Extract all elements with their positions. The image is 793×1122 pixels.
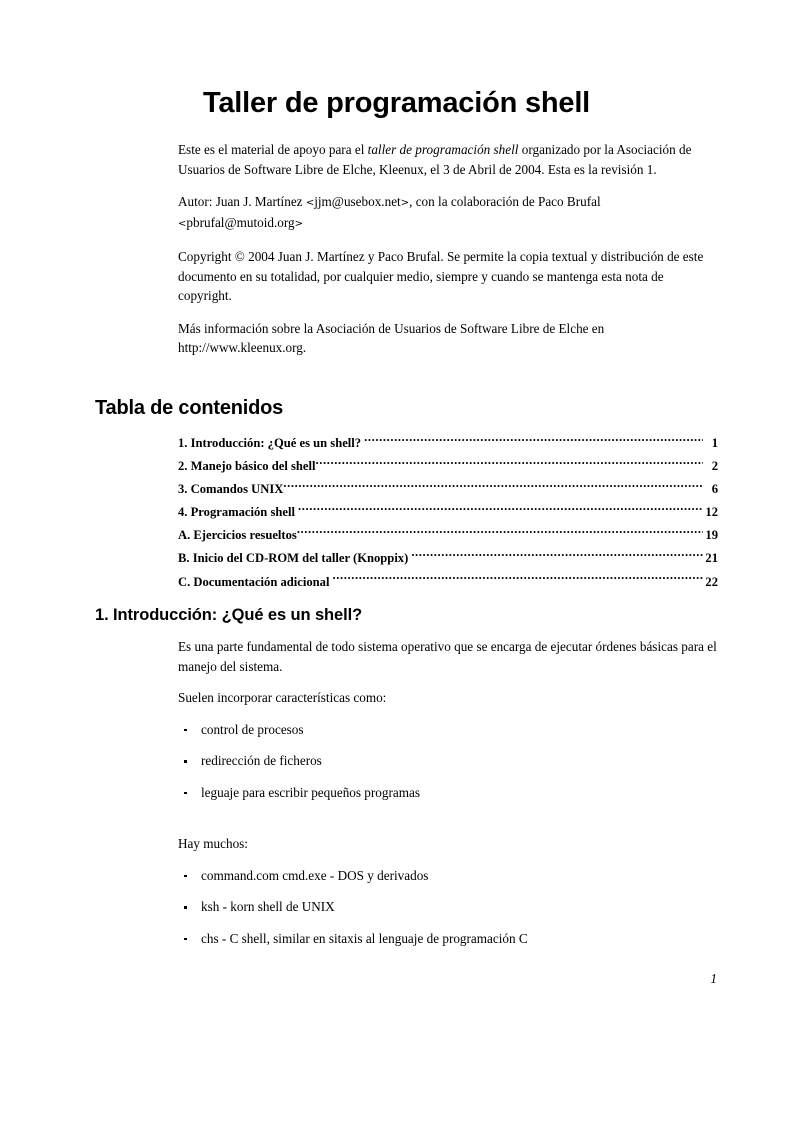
toc-entry-page: 22	[705, 574, 718, 589]
author-paragraph	[178, 192, 718, 234]
toc-entry-page: 19	[705, 528, 718, 543]
collaborator-email	[178, 215, 303, 230]
toc-entry-label: 3. Comandos UNIX	[178, 482, 284, 497]
features-list	[178, 720, 718, 803]
list-item: command.com cmd.exe - DOS y derivados	[178, 866, 718, 886]
toc-entry-3[interactable]	[178, 478, 718, 501]
toc-entry-label: 2. Manejo básico del shell	[178, 459, 316, 474]
shells-list	[178, 866, 718, 949]
section-1-paragraph-3: Hay muchos:	[178, 836, 248, 851]
intro-paragraph	[178, 140, 718, 179]
author-email	[306, 194, 409, 209]
angle-bracket-close-icon: >	[294, 218, 304, 230]
toc-heading: Tabla de contenidos	[95, 397, 284, 419]
section-1-heading: 1. Introducción: ¿Qué es un shell?	[95, 606, 363, 624]
toc-entry-label: C. Documentación adicional	[178, 574, 330, 589]
toc-entry-page: 12	[705, 505, 718, 520]
toc-leader-dots	[411, 550, 703, 562]
toc-entry-2[interactable]	[178, 455, 718, 478]
list-item: ksh - korn shell de UNIX	[178, 897, 718, 917]
list-item: redirección de ficheros	[178, 751, 718, 771]
author-email-address: jjm@usebox.net	[314, 194, 401, 209]
toc-leader-dots	[332, 574, 703, 586]
list-item: leguaje para escribir pequeños programas	[178, 783, 718, 803]
section-1-paragraph-1: Es una parte fundamental de todo sistema operativo que se encarga de ejecutar órdenes básicas para el manejo del sistema.	[178, 639, 717, 674]
toc-entry-1[interactable]	[178, 432, 718, 455]
toc-entry-label: 4. Programación shell	[178, 505, 295, 520]
more-info-paragraph: Más información sobre la Asociación de Usuarios de Software Libre de Elche en http://www.kleenux.org.	[178, 320, 605, 355]
list-item: chs - C shell, similar en sitaxis al lenguaje de programación C	[178, 929, 718, 949]
intro-emphasis: taller de programación shell	[367, 142, 519, 157]
toc-entry-6[interactable]	[178, 547, 718, 570]
list-spacer	[178, 814, 718, 834]
toc-leader-dots	[298, 504, 703, 516]
section-1-paragraph-2: Suelen incorporar características como:	[178, 690, 387, 705]
toc-entry-page: 1	[711, 436, 718, 450]
list-item: control de procesos	[178, 720, 718, 740]
toc-entry-label: 1. Introducción: ¿Qué es un shell?	[178, 436, 362, 450]
toc-leader-dots	[364, 435, 703, 447]
toc-leader-dots	[315, 458, 703, 470]
author-prefix: Autor: Juan J. Martínez	[178, 194, 306, 209]
frontmatter-block	[178, 140, 718, 358]
intro-text-after: organizado por la Asociación de Usuarios de Software Libre de Elche, Kleenux, el 3 de Abril de 2004. Esta es la revisión 1.	[178, 142, 692, 177]
toc-entry-5[interactable]	[178, 524, 718, 547]
toc-entry-4[interactable]	[178, 501, 718, 524]
toc-entry-label: B. Inicio del CD-ROM del taller (Knoppix)	[178, 551, 409, 566]
author-middle-text: , con la colaboración de Paco Brufal	[409, 194, 601, 209]
toc-entry-page: 21	[705, 551, 718, 566]
collaborator-email-address: pbrufal@mutoid.org	[186, 215, 295, 230]
page-number: 1	[710, 971, 717, 986]
angle-bracket-open-icon: <	[305, 197, 315, 209]
toc-entry-label: A. Ejercicios resueltos	[178, 528, 297, 543]
toc-entry-page: 6	[711, 482, 718, 497]
toc-entry-page: 2	[711, 459, 718, 474]
angle-bracket-close-icon: >	[400, 197, 410, 209]
copyright-paragraph: Copyright © 2004 Juan J. Martínez y Paco Brufal. Se permite la copia textual y distribución de este documento en su totalidad, por cualquier medio, siempre y cuando se mantenga esta nota de copyright.	[178, 249, 704, 303]
toc-leader-dots	[283, 481, 703, 493]
section-1-body	[178, 637, 718, 960]
toc-list	[178, 432, 718, 594]
document-title: Taller de programación shell	[202, 87, 591, 119]
angle-bracket-open-icon: <	[178, 218, 187, 230]
intro-text-before: Este es el material de apoyo para el	[178, 142, 368, 157]
toc-leader-dots	[297, 527, 703, 539]
toc-entry-7[interactable]	[178, 571, 718, 594]
